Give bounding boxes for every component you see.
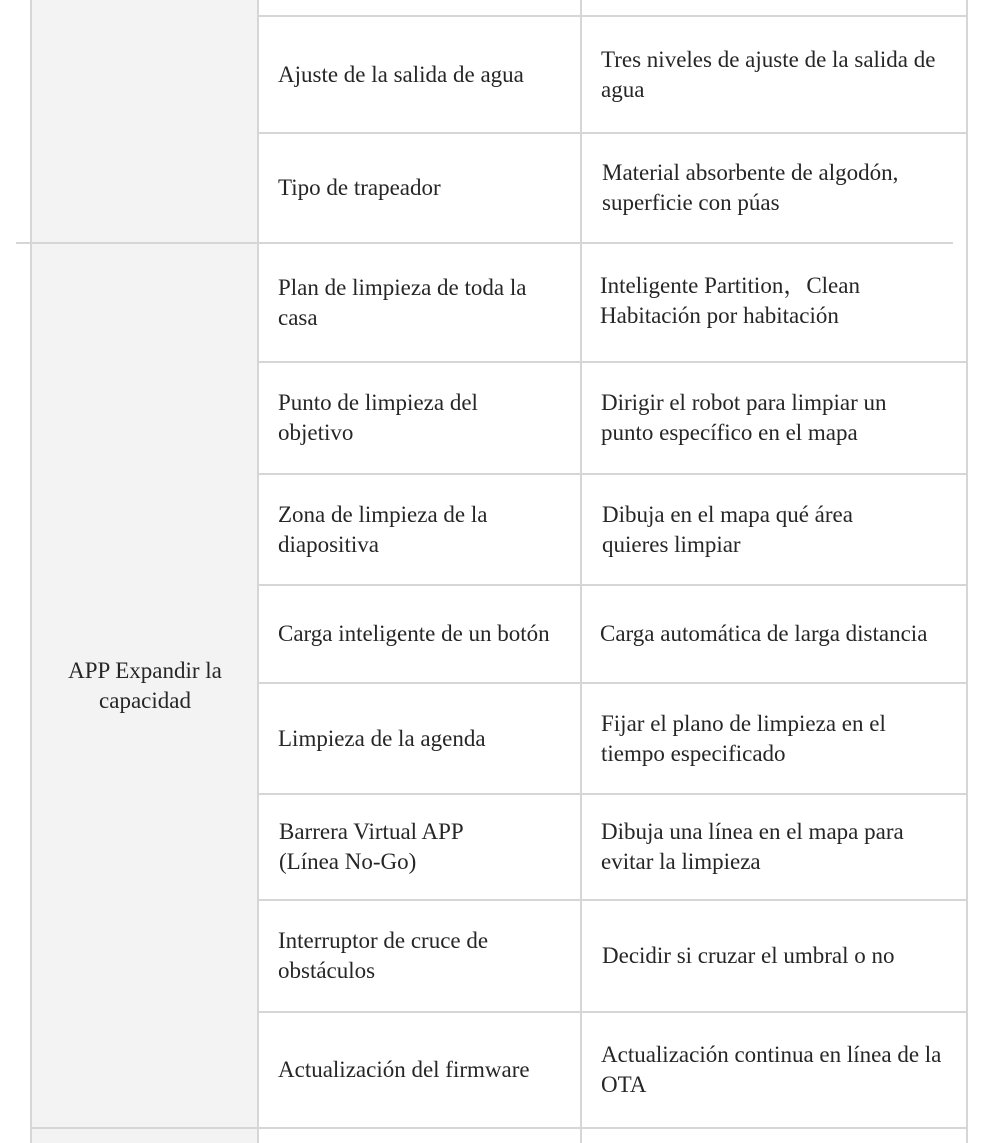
table-row bbox=[600, 244, 900, 361]
column-divider-1 bbox=[257, 0, 259, 1143]
table-row bbox=[601, 1013, 961, 1127]
feature-description: Inteligente Partition，Clean Habitación por habitación bbox=[600, 272, 860, 328]
feature-label: Ajuste de la salida de agua bbox=[278, 61, 524, 87]
table-row bbox=[600, 586, 966, 682]
feature-description: Tres niveles de ajuste de la salida de agua bbox=[601, 46, 936, 102]
table-row bbox=[602, 901, 962, 1011]
feature-description: Carga automática de larga distancia bbox=[600, 621, 928, 646]
table-row bbox=[278, 17, 578, 132]
feature-label: Tipo de trapeador bbox=[278, 175, 441, 200]
table-row bbox=[278, 901, 528, 1011]
feature-label: Punto de limpieza del objetivo bbox=[278, 390, 478, 445]
table-row bbox=[601, 363, 931, 473]
table-border-right bbox=[966, 0, 968, 1143]
feature-label: Barrera Virtual APP (Línea No-Go) bbox=[279, 819, 463, 874]
category-cell-next bbox=[32, 1129, 258, 1143]
feature-label: Interruptor de cruce de obstáculos bbox=[278, 928, 489, 983]
column-divider-2 bbox=[580, 0, 582, 1143]
table-row bbox=[278, 1013, 578, 1127]
feature-label: Actualización del firmware bbox=[278, 1057, 530, 1082]
feature-label: Limpieza de la agenda bbox=[278, 725, 486, 751]
feature-label: Zona de limpieza de la diapositiva bbox=[278, 501, 488, 557]
section-divider bbox=[30, 1127, 968, 1129]
feature-label: Carga inteligente de un botón bbox=[278, 621, 550, 646]
table-row bbox=[278, 475, 528, 584]
table-row bbox=[278, 586, 578, 682]
feature-description: Material absorbente de algodón, superficie con púas bbox=[602, 160, 899, 215]
table-row bbox=[601, 795, 951, 899]
feature-description: Decidir si cruzar el umbral o no bbox=[602, 943, 895, 968]
category-text: APP Expandir la capacidad bbox=[68, 657, 222, 713]
table-row bbox=[602, 134, 957, 242]
feature-description: Dibuja en el mapa qué área quieres limpiar bbox=[602, 501, 853, 557]
category-label bbox=[60, 244, 230, 1127]
table-row bbox=[278, 684, 578, 793]
feature-description: Dibuja una línea en el mapa para evitar la limpieza bbox=[601, 819, 904, 874]
table-row bbox=[602, 475, 902, 584]
table-row bbox=[601, 684, 931, 793]
table-row bbox=[601, 17, 969, 132]
table-row bbox=[278, 363, 528, 473]
category-cell-previous bbox=[32, 0, 258, 242]
table-row bbox=[279, 795, 499, 899]
feature-description: Actualización continua en línea de la OTA bbox=[601, 1042, 942, 1097]
table-row bbox=[278, 244, 568, 361]
table-border-left bbox=[30, 0, 32, 1143]
feature-description: Dirigir el robot para limpiar un punto específico en el mapa bbox=[601, 390, 887, 445]
table-row bbox=[278, 134, 578, 242]
feature-description: Fijar el plano de limpieza en el tiempo especificado bbox=[601, 710, 886, 766]
feature-label: Plan de limpieza de toda la casa bbox=[278, 274, 527, 330]
